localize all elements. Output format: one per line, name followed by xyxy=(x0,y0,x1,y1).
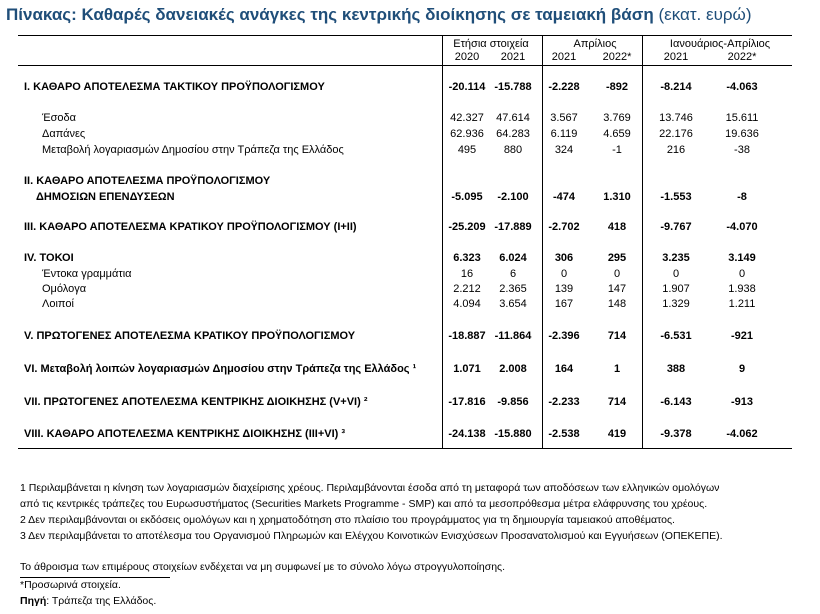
footnote: 3 Δεν περιλαμβάνεται το αποτέλεσμα του Οργανισμού Πληρωμών και Ελέγχου Κοινοτικών Ενισχύσεων Προσανατολισμού και Εγγυήσεων (ΟΠΕΚΕΠΕ). xyxy=(20,530,723,542)
footnotes xyxy=(20,480,723,544)
cell-value: 42.327 xyxy=(450,112,484,124)
row-label: IV. ΤΟΚΟΙ xyxy=(24,252,74,264)
cell-value: 4.094 xyxy=(453,298,481,310)
footnote: 1 Περιλαμβάνεται η κίνηση των λογαριασμών διαχείρισης χρέους. Περιλαμβάνονται έσοδα από τη μεταφορά των αποδόσεων των ελληνικών ομολόγων xyxy=(20,482,720,494)
cell-value: -15.880 xyxy=(494,428,532,440)
cell-value: -9.856 xyxy=(497,396,529,408)
cell-value: 1.938 xyxy=(728,283,756,295)
cell-value: 147 xyxy=(607,283,627,295)
cell-value: 6 xyxy=(509,268,517,280)
cell-value: -18.887 xyxy=(448,330,486,342)
cell-value: 418 xyxy=(607,221,627,233)
cell-value: -921 xyxy=(730,330,754,342)
cell-value: 295 xyxy=(607,252,627,264)
cell-value: 2.365 xyxy=(499,283,527,295)
source-label: Πηγή xyxy=(20,595,47,607)
cell-value: -892 xyxy=(605,81,629,93)
header-year: 2022* xyxy=(727,51,757,63)
cell-value: 13.746 xyxy=(659,112,693,124)
source-line xyxy=(20,594,156,608)
provisional-note: *Προσωρινά στοιχεία. xyxy=(20,579,121,591)
cell-value: 2.212 xyxy=(453,283,481,295)
table-row xyxy=(18,128,792,142)
cell-value: 714 xyxy=(607,396,627,408)
row-label: Λοιποί xyxy=(42,298,74,310)
cell-value: -1 xyxy=(612,144,622,156)
cell-value: 388 xyxy=(666,363,686,375)
cell-value: 22.176 xyxy=(659,128,693,140)
cell-value: -38 xyxy=(734,144,750,156)
table-row xyxy=(18,363,792,377)
cell-value: 306 xyxy=(554,252,574,264)
cell-value: 1 xyxy=(613,363,621,375)
row-label: VI. Μεταβολή λοιπών λογαριασμών Δημοσίου στην Τράπεζα της Ελλάδος ¹ xyxy=(24,363,417,375)
table-row xyxy=(18,112,792,126)
cell-value: 15.611 xyxy=(725,112,759,124)
cell-value: 16 xyxy=(460,268,474,280)
cell-value: -9.767 xyxy=(660,221,692,233)
cell-value: 3.235 xyxy=(662,252,690,264)
cell-value: -1.553 xyxy=(660,191,692,203)
row-label: II. ΚΑΘΑΡΟ ΑΠΟΤΕΛΕΣΜΑ ΠΡΟΫΠΟΛΟΓΙΣΜΟΥ xyxy=(24,175,271,187)
cell-value: 1.329 xyxy=(662,298,690,310)
cell-value: -5.095 xyxy=(451,191,483,203)
header-group-annual: Ετήσια στοιχεία xyxy=(453,38,529,50)
table-row xyxy=(18,191,792,205)
cell-value: 3.149 xyxy=(728,252,756,264)
row-label: Έσοδα xyxy=(42,112,77,124)
table-row xyxy=(18,330,792,344)
footnote: από τις κεντρικές τράπεζες του Ευρωσυστήματος (Securities Markets Programme - SMP) και από τα μεσοπρόθεσμα μέτρα ελάφρυνσης του χρέους. xyxy=(20,498,708,510)
cell-value: -25.209 xyxy=(448,221,486,233)
cell-value: 6.119 xyxy=(550,128,578,140)
page-title xyxy=(6,5,751,25)
table-row xyxy=(18,221,792,235)
column-divider xyxy=(642,35,643,448)
table-row xyxy=(18,252,792,266)
cell-value: -15.788 xyxy=(494,81,532,93)
table-bottom-rule xyxy=(18,448,792,449)
header-year: 2020 xyxy=(454,51,480,63)
cell-value: 419 xyxy=(607,428,627,440)
cell-value: 6.323 xyxy=(453,252,481,264)
cell-value: -2.228 xyxy=(548,81,580,93)
cell-value: 880 xyxy=(503,144,523,156)
cell-value: 62.936 xyxy=(450,128,484,140)
title-text: Πίνακας: Καθαρές δανειακές ανάγκες της κεντρικής διοίκησης σε ταμειακή βάση xyxy=(6,5,654,24)
cell-value: -17.889 xyxy=(494,221,532,233)
cell-value: 324 xyxy=(554,144,574,156)
cell-value: -2.396 xyxy=(548,330,580,342)
cell-value: 9 xyxy=(738,363,746,375)
cell-value: 2.008 xyxy=(499,363,527,375)
column-divider xyxy=(542,35,543,448)
cell-value: -8.214 xyxy=(660,81,692,93)
cell-value: 495 xyxy=(457,144,477,156)
cell-value: -24.138 xyxy=(448,428,486,440)
cell-value: 148 xyxy=(607,298,627,310)
row-label: Μεταβολή λογαριασμών Δημοσίου στην Τράπεζα της Ελλάδος xyxy=(42,144,344,156)
cell-value: 139 xyxy=(554,283,574,295)
table-row xyxy=(18,268,792,282)
cell-value: -913 xyxy=(730,396,754,408)
cell-value: 47.614 xyxy=(496,112,530,124)
header-year: 2021 xyxy=(500,51,526,63)
cell-value: 3.769 xyxy=(603,112,631,124)
cell-value: 0 xyxy=(560,268,568,280)
cell-value: -17.816 xyxy=(448,396,486,408)
cell-value: -4.062 xyxy=(726,428,758,440)
cell-value: -9.378 xyxy=(660,428,692,440)
row-label: I. ΚΑΘΑΡΟ ΑΠΟΤΕΛΕΣΜΑ ΤΑΚΤΙΚΟΥ ΠΡΟΫΠΟΛΟΓΙΣΜΟΥ xyxy=(24,81,325,93)
table-row xyxy=(18,175,792,189)
title-unit: (εκατ. ευρώ) xyxy=(653,5,752,24)
cell-value: -8 xyxy=(737,191,747,203)
header-year: 2021 xyxy=(551,51,577,63)
column-divider xyxy=(442,35,443,448)
cell-value: 6.024 xyxy=(499,252,527,264)
header-year: 2022* xyxy=(602,51,632,63)
cell-value: 714 xyxy=(607,330,627,342)
cell-value: 4.659 xyxy=(603,128,631,140)
table-row xyxy=(18,283,792,297)
cell-value: 0 xyxy=(613,268,621,280)
cell-value: -11.864 xyxy=(494,330,532,342)
cell-value: -4.063 xyxy=(726,81,758,93)
table-row xyxy=(18,144,792,158)
table-row xyxy=(18,396,792,410)
cell-value: 164 xyxy=(554,363,574,375)
cell-value: -2.538 xyxy=(548,428,580,440)
header-year: 2021 xyxy=(663,51,689,63)
cell-value: 167 xyxy=(554,298,574,310)
header-rule xyxy=(18,65,792,66)
cell-value: -6.531 xyxy=(660,330,692,342)
cell-value: -6.143 xyxy=(660,396,692,408)
table-row xyxy=(18,298,792,312)
cell-value: -2.702 xyxy=(548,221,580,233)
row-label: V. ΠΡΩΤΟΓΕΝΕΣ ΑΠΟΤΕΛΕΣΜΑ ΚΡΑΤΙΚΟΥ ΠΡΟΫΠΟΛΟΓΙΣΜΟΥ xyxy=(24,330,356,342)
table-top-rule xyxy=(18,35,792,36)
cell-value: 3.654 xyxy=(499,298,527,310)
cell-value: -4.070 xyxy=(726,221,758,233)
cell-value: -20.114 xyxy=(448,81,486,93)
cell-value: 0 xyxy=(672,268,680,280)
cell-value: 1.310 xyxy=(603,191,631,203)
row-label: VIII. ΚΑΘΑΡΟ ΑΠΟΤΕΛΕΣΜΑ ΚΕΝΤΡΙΚΗΣ ΔΙΟΙΚΗΣΗΣ (III+VI) ³ xyxy=(24,428,346,440)
header-group-jan-apr: Ιανουάριος-Απρίλιος xyxy=(669,38,771,50)
header-group-april: Απρίλιος xyxy=(573,38,617,50)
row-label: III. ΚΑΘΑΡΟ ΑΠΟΤΕΛΕΣΜΑ ΚΡΑΤΙΚΟΥ ΠΡΟΫΠΟΛΟΓΙΣΜΟΥ (I+II) xyxy=(24,221,357,233)
cell-value: 1.211 xyxy=(728,298,756,310)
row-label: Δαπάνες xyxy=(42,128,86,140)
row-label: VII. ΠΡΩΤΟΓΕΝΕΣ ΑΠΟΤΕΛΕΣΜΑ ΚΕΝΤΡΙΚΗΣ ΔΙΟΙΚΗΣΗΣ (V+VI) ² xyxy=(24,396,368,408)
row-label: ΔΗΜΟΣΙΩΝ ΕΠΕΝΔΥΣΕΩΝ xyxy=(36,191,175,203)
cell-value: -2.233 xyxy=(548,396,580,408)
cell-value: 64.283 xyxy=(496,128,530,140)
footnote: 2 Δεν περιλαμβάνονται οι εκδόσεις ομολόγων και η χρηματοδότηση στο πλαίσιο του προγράμματος για τη δημιουργία ταμειακού αποθέματος. xyxy=(20,514,675,526)
cell-value: 3.567 xyxy=(550,112,578,124)
table-row xyxy=(18,81,792,95)
cell-value: 1.071 xyxy=(453,363,481,375)
cell-value: -474 xyxy=(552,191,576,203)
cell-value: 19.636 xyxy=(725,128,759,140)
rounding-note: Το άθροισμα των επιμέρους στοιχείων ενδέχεται να μη συμφωνεί με το σύνολο λόγω στρογγυλοποίησης. xyxy=(20,561,506,573)
row-label: Ομόλογα xyxy=(42,283,87,295)
row-label: Έντοκα γραμμάτια xyxy=(42,268,132,280)
source-text: : Τράπεζα της Ελλάδος. xyxy=(46,595,157,607)
table-row xyxy=(18,428,792,442)
cell-value: 1.907 xyxy=(662,283,690,295)
cell-value: -2.100 xyxy=(497,191,529,203)
cell-value: 0 xyxy=(738,268,746,280)
cell-value: 216 xyxy=(666,144,686,156)
